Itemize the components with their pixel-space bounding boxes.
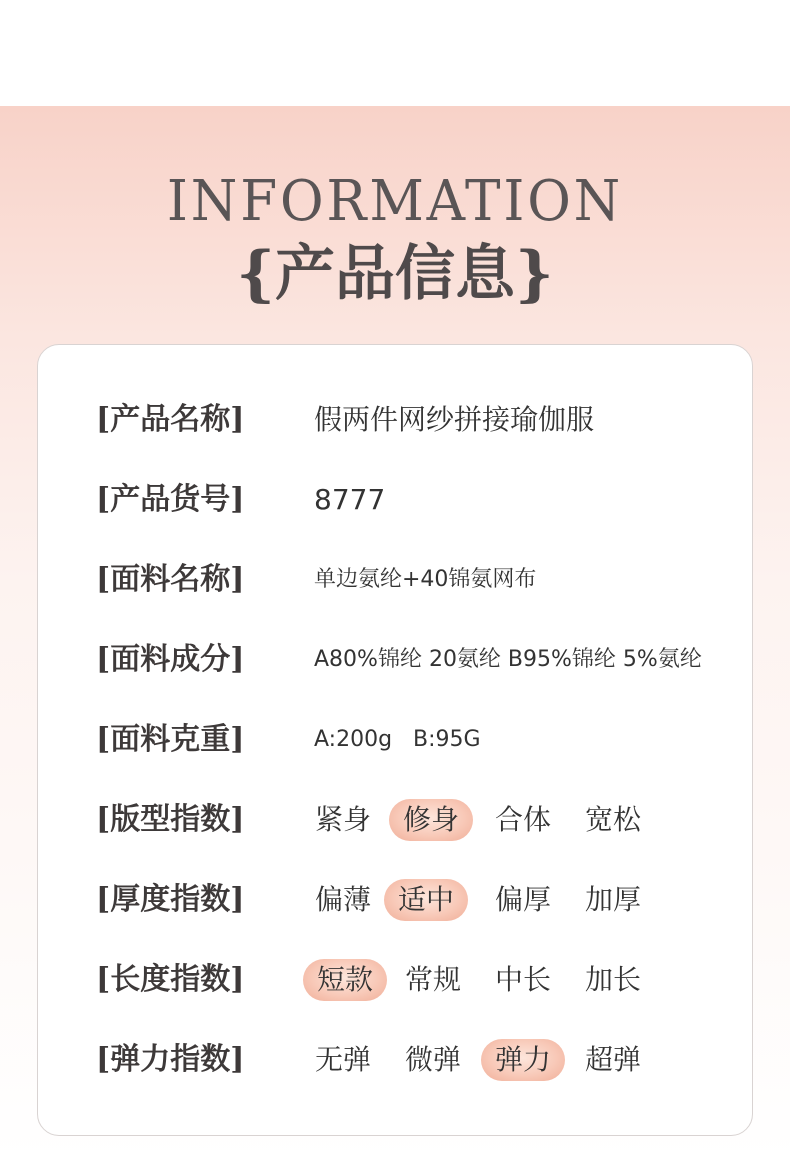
index-option-selected: 修身: [389, 799, 473, 841]
info-card: [37, 344, 753, 1136]
row-fit-index: [38, 790, 754, 850]
heading-english: INFORMATION: [166, 169, 624, 234]
heading-chinese: {产品信息}: [236, 239, 554, 309]
row-label: [长度指数]: [96, 962, 245, 997]
row-length-index: [38, 950, 754, 1010]
row-fabric-weight: [38, 710, 754, 770]
row-value: 假两件网纱拼接瑜伽服: [314, 403, 595, 436]
row-label: [产品名称]: [96, 402, 245, 437]
row-label: [面料成分]: [96, 642, 245, 677]
row-elasticity-index: [38, 1030, 754, 1090]
index-option: 紧身: [314, 803, 371, 836]
index-option: 中长: [494, 963, 551, 996]
top-margin: [0, 0, 790, 106]
row-label: [版型指数]: [96, 802, 245, 837]
row-label: [面料克重]: [96, 722, 245, 757]
row-thickness-index: [38, 870, 754, 930]
index-option: 常规: [404, 963, 461, 996]
index-option: 加长: [584, 963, 641, 996]
index-option: 超弹: [584, 1043, 641, 1076]
row-label: [产品货号]: [96, 482, 245, 517]
index-option: 宽松: [584, 803, 641, 836]
row-value: 8777: [314, 483, 386, 516]
row-product-code: [38, 470, 754, 530]
index-option: 无弹: [314, 1043, 371, 1076]
row-fabric-name: [38, 550, 754, 610]
index-option: 偏厚: [494, 883, 551, 916]
row-value: A80%锦纶 20氨纶 B95%锦纶 5%氨纶: [314, 647, 702, 672]
index-option: 加厚: [584, 883, 641, 916]
index-option-selected: 短款: [303, 959, 387, 1001]
index-option: 合体: [494, 803, 551, 836]
row-value: A:200g B:95G: [314, 727, 481, 752]
row-fabric-composition: [38, 630, 754, 690]
row-label: [厚度指数]: [96, 882, 245, 917]
index-option-selected: 适中: [384, 879, 468, 921]
row-product-name: [38, 390, 754, 450]
index-option: 微弹: [404, 1043, 461, 1076]
index-option-selected: 弹力: [481, 1039, 565, 1081]
row-label: [弹力指数]: [96, 1042, 245, 1077]
row-label: [面料名称]: [96, 562, 245, 597]
index-option: 偏薄: [314, 883, 371, 916]
row-value: 单边氨纶+40锦氨网布: [314, 567, 537, 592]
